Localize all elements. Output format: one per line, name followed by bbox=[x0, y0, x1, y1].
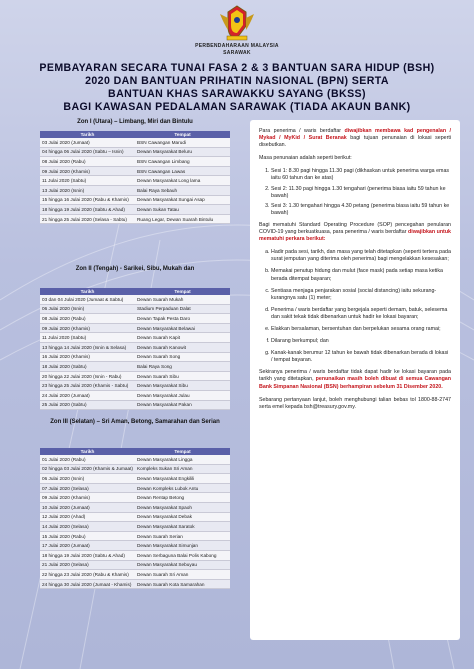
list-item: e. Elakkan bersalaman, bersentuhan dan berpelukan sesama orang ramai; bbox=[271, 326, 451, 333]
table-row bbox=[40, 214, 230, 224]
date-header: Tarikh bbox=[40, 131, 135, 138]
place-cell: Dewan Masyarakat Engkilili bbox=[135, 474, 230, 484]
table-row bbox=[40, 371, 230, 381]
place-cell: Dewan Tapak Pesta Daro bbox=[135, 314, 230, 324]
date-cell: 07 Julai 2020 (Selasa) bbox=[40, 483, 135, 493]
date-cell: 13 hingga 14 Julai 2020 (Isnin & Selasa) bbox=[40, 342, 135, 352]
table-row bbox=[40, 464, 230, 474]
date-cell: 18 Julai 2020 (Sabtu) bbox=[40, 362, 135, 372]
zone-3-title: Zon III (Selatan) – Sri Aman, Betong, Samarahan dan Serian bbox=[50, 419, 220, 425]
date-cell: 04 hingga 06 Julai 2020 (Sabtu – Isnin) bbox=[40, 147, 135, 157]
list-item: c. Sentiasa menjaga penjarakan sosial (social distancing) iaitu sekurang-kurangnya satu (1) meter; bbox=[271, 288, 451, 302]
table-row bbox=[40, 455, 230, 464]
table-row bbox=[40, 323, 230, 333]
place-cell: Balai Raya Sebauh bbox=[135, 185, 230, 195]
date-cell: 21 Julai 2020 (Selasa) bbox=[40, 560, 135, 570]
date-cell: 03 dan 04 Julai 2020 (Jumaat & Sabtu) bbox=[40, 295, 135, 304]
coat-of-arms-icon bbox=[216, 4, 258, 42]
table-row bbox=[40, 570, 230, 580]
session-list bbox=[259, 168, 451, 217]
zone-2-title: Zon II (Tengah) - Sarikei, Sibu, Mukah dan bbox=[75, 266, 195, 272]
alternate-collection-paragraph: Sekiranya penerima / waris berdaftar tidak dapat hadir ke lokasi bayaran pada tarikh yang ditetapkan, penunaikan masih boleh dibuat di semua Cawangan Bank Simpanan Nasional (BSN) berhampiran sebelum 31 Disember 2020. bbox=[259, 369, 451, 390]
date-cell: 02 hingga 03 Julai 2020 (Khamis & Jumaat) bbox=[40, 464, 135, 474]
date-cell: 03 Julai 2020 (Jumaat) bbox=[40, 138, 135, 147]
date-cell: 06 Julai 2020 (Isnin) bbox=[40, 474, 135, 484]
place-cell: Dewan Masyarakat Debak bbox=[135, 512, 230, 522]
list-item: 1. Sesi 1: 8.30 pagi hingga 11.30 pagi (dikhaskan untuk penerima warga emas iaitu 60 tahun dan ke atas) bbox=[271, 168, 451, 182]
date-cell: 09 Julai 2020 (Khamis) bbox=[40, 323, 135, 333]
page-title-line-2: 2020 DAN BANTUAN PRIHATIN NASIONAL (BPN) SERTA bbox=[85, 75, 389, 87]
place-cell: Dewan Suarah Kapit bbox=[135, 333, 230, 343]
list-item: 3. Sesi 3: 1.30 tengahari hingga 4.30 petang (penerima biasa iaitu 59 tahun ke bawah) bbox=[271, 203, 451, 217]
place-cell: Dewan Rentap Betong bbox=[135, 493, 230, 503]
place-cell: Dewan Masyarakat Sebuyau bbox=[135, 560, 230, 570]
date-cell: 06 Julai 2020 (Isnin) bbox=[40, 304, 135, 314]
table-row bbox=[40, 333, 230, 343]
place-header: Tempat bbox=[135, 448, 230, 455]
date-cell: 08 Julai 2020 (Rabu) bbox=[40, 157, 135, 167]
table-row bbox=[40, 314, 230, 324]
place-cell: Kompleks Sukan Sri Aman bbox=[135, 464, 230, 474]
id-requirement-highlight: diwajibkan membawa kad pengenalan / Mykad / MyKid / Surat Beranak bbox=[259, 128, 451, 142]
date-header: Tarikh bbox=[40, 448, 135, 455]
zone-3-table bbox=[40, 448, 230, 589]
place-cell: Dewan Sukan Tatau bbox=[135, 205, 230, 215]
table-row bbox=[40, 138, 230, 147]
table-row bbox=[40, 531, 230, 541]
place-cell: Dewan Masyarakat Lingga bbox=[135, 455, 230, 464]
date-cell: 08 Julai 2020 (Rabu) bbox=[40, 314, 135, 324]
table-row bbox=[40, 512, 230, 522]
table-row bbox=[40, 352, 230, 362]
place-header: Tempat bbox=[135, 288, 230, 295]
date-cell: 24 Julai 2020 (Jumaat) bbox=[40, 390, 135, 400]
place-cell: Dewan Suarah Sri Aman bbox=[135, 570, 230, 580]
place-cell: Ruang Legar, Dewan Suarah Bintulu bbox=[135, 214, 230, 224]
date-cell: 11 Julai 2020 (Sabtu) bbox=[40, 176, 135, 186]
zone-1-table bbox=[40, 131, 230, 224]
place-cell: Dewan Masyarakat Pakan bbox=[135, 400, 230, 410]
place-cell: BSN Cawangan Lawas bbox=[135, 166, 230, 176]
date-cell: 14 Julai 2020 (Selasa) bbox=[40, 522, 135, 532]
place-cell: Dewan Suarah Kota Samarahan bbox=[135, 579, 230, 589]
place-cell: Dewan Masyarakat Belawai bbox=[135, 323, 230, 333]
id-requirement-paragraph: Para penerima / waris berdaftar diwajibkan membawa kad pengenalan / Mykad / MyKid / Surat Beranak bagi tujuan penunaian di lokasi seperti disebutkan. bbox=[259, 128, 452, 149]
place-cell: Dewan Suarah Sibu bbox=[135, 371, 230, 381]
place-cell: Dewan Masyarakat Simunjan bbox=[135, 541, 230, 551]
zone-2-table bbox=[40, 288, 230, 410]
sop-highlight: diwajibkan untuk mematuhi perkara berikut: bbox=[259, 229, 452, 243]
date-cell: 01 Julai 2020 (Rabu) bbox=[40, 455, 135, 464]
date-cell: 23 hingga 25 Julai 2020 (Khamis - Sabtu) bbox=[40, 381, 135, 391]
table-row bbox=[40, 157, 230, 167]
session-intro: Masa penunaian adalah seperti berikut: bbox=[259, 155, 352, 162]
place-cell: Dewan Suarah Kanowit bbox=[135, 342, 230, 352]
place-cell: Dewan Masyarakat Julau bbox=[135, 390, 230, 400]
table-row bbox=[40, 176, 230, 186]
place-cell: Dewan Masyarakat Spaoh bbox=[135, 502, 230, 512]
table-row bbox=[40, 483, 230, 493]
table-row bbox=[40, 493, 230, 503]
date-cell: 16 Julai 2020 (Khamis) bbox=[40, 352, 135, 362]
place-header: Tempat bbox=[135, 131, 230, 138]
table-row bbox=[40, 166, 230, 176]
place-cell: Dewan Serbaguna Balai Polis Kabong bbox=[135, 550, 230, 560]
table-row bbox=[40, 390, 230, 400]
page-title-line-4: BAGI KAWASAN PEDALAMAN SARAWAK (TIADA AKAUN BANK) bbox=[63, 101, 411, 113]
date-cell: 22 hingga 23 Julai 2020 (Rabu & Khamis) bbox=[40, 570, 135, 580]
list-item: 2. Sesi 2: 11.30 pagi hingga 1.30 tengahari (penerima biasa iaitu 59 tahun ke bawah) bbox=[271, 186, 451, 200]
page-title-line-3: BANTUAN KHAS SARAWAKKU SAYANG (BKSS) bbox=[108, 88, 366, 100]
place-cell: Dewan Masyarakat Sungai Asap bbox=[135, 195, 230, 205]
table-row bbox=[40, 474, 230, 484]
date-cell: 15 Julai 2020 (Rabu) bbox=[40, 531, 135, 541]
table-row bbox=[40, 295, 230, 304]
table-row bbox=[40, 195, 230, 205]
list-item: b. Memakai penutup hidung dan mulut (face mask) pada setiap masa ketika berada ditempat bayaran; bbox=[271, 268, 451, 282]
place-cell: Dewan Masyarakat Long lama bbox=[135, 176, 230, 186]
org-state: SARAWAK bbox=[223, 50, 251, 56]
date-cell: 13 Julai 2020 (Isnin) bbox=[40, 185, 135, 195]
table-row bbox=[40, 362, 230, 372]
table-row bbox=[40, 522, 230, 532]
place-cell: Dewan Masyarakat Saratok bbox=[135, 522, 230, 532]
date-cell: 24 hingga 30 Julai 2020 (Jumaat - Khamis) bbox=[40, 579, 135, 589]
date-cell: 21 hingga 25 Julai 2020 (Selasa - Sabtu) bbox=[40, 214, 135, 224]
list-item: g. Kanak-kanak berumur 12 tahun ke bawah tidak dibenarkan berada di lokasi / tempat bayaran. bbox=[271, 350, 451, 364]
table-row bbox=[40, 400, 230, 410]
list-item: d. Penerima / waris berdaftar yang bergejala seperti demam, batuk, selesema dan sakit tekak tidak dibenarkan untuk hadir ke lokasi bayaran; bbox=[271, 307, 451, 321]
table-row bbox=[40, 185, 230, 195]
table-row bbox=[40, 541, 230, 551]
place-cell: Stadium Perpaduan Dalat bbox=[135, 304, 230, 314]
table-row bbox=[40, 304, 230, 314]
date-cell: 18 hingga 19 Julai 2020 (Sabtu & Ahad) bbox=[40, 205, 135, 215]
sop-rules-list bbox=[259, 249, 451, 364]
page-title-line-1: PEMBAYARAN SECARA TUNAI FASA 2 & 3 BANTUAN SARA HIDUP (BSH) bbox=[39, 62, 435, 74]
date-header: Tarikh bbox=[40, 288, 135, 295]
place-cell: Dewan Masyarakat Beluru bbox=[135, 147, 230, 157]
table-row bbox=[40, 205, 230, 215]
contact-paragraph: Sebarang pertanyaan lanjut, boleh menghubungi talian bebas tol 1800-88-2747 serta emel kepada bsh@treasury.gov.my. bbox=[259, 396, 451, 410]
place-cell: Dewan Suarah Serian bbox=[135, 531, 230, 541]
date-cell: 11 Julai 2020 (Sabtu) bbox=[40, 333, 135, 343]
date-cell: 25 Julai 2020 (Sabtu) bbox=[40, 400, 135, 410]
table-row bbox=[40, 560, 230, 570]
date-cell: 17 Julai 2020 (Jumaat) bbox=[40, 541, 135, 551]
table-row bbox=[40, 147, 230, 157]
org-name: PERBENDAHARAAN MALAYSIA bbox=[195, 43, 279, 49]
alternate-collection-highlight: penunaikan masih boleh dibuat di semua Cawangan Bank Simpanan Nasional (BSN) berhampiran sebelum 31 Disember 2020. bbox=[259, 376, 451, 390]
place-cell: Dewan Suarah Mukah bbox=[135, 295, 230, 304]
date-cell: 12 Julai 2020 (Ahad) bbox=[40, 512, 135, 522]
place-cell: Dewan Suarah Song bbox=[135, 352, 230, 362]
place-cell: Balai Raya Song bbox=[135, 362, 230, 372]
date-cell: 09 Julai 2020 (Khamis) bbox=[40, 166, 135, 176]
table-row bbox=[40, 342, 230, 352]
list-item: a. Hadir pada sesi, tarikh, dan masa yang telah ditetapkan (seperti tertera pada surat jemputan yang diterima oleh penerima) bagi mengelakkan kesesakan; bbox=[271, 249, 451, 263]
place-cell: BSN Cawangan Limbang bbox=[135, 157, 230, 167]
info-panel bbox=[250, 120, 460, 640]
sop-paragraph: Bagi mematuhi Standard Operating Procedure (SOP) pencegahan penularan COVID-19 yang berkuatkuasa, para penerima / waris berdaftar diwajibkan untuk mematuhi perkara berikut: bbox=[259, 221, 452, 243]
date-cell: 20 hingga 22 Julai 2020 (Isnin - Rabu) bbox=[40, 371, 135, 381]
table-row bbox=[40, 502, 230, 512]
table-row bbox=[40, 579, 230, 589]
list-item: f. Dilarang berkumpul; dan bbox=[271, 338, 451, 345]
place-cell: BSN Cawangan Marudi bbox=[135, 138, 230, 147]
date-cell: 09 Julai 2020 (Khamis) bbox=[40, 493, 135, 503]
table-row bbox=[40, 381, 230, 391]
place-cell: Dewan Kompleks Lubok Antu bbox=[135, 483, 230, 493]
date-cell: 18 hingga 19 Julai 2020 (Sabtu & Ahad) bbox=[40, 550, 135, 560]
date-cell: 10 Julai 2020 (Jumaat) bbox=[40, 502, 135, 512]
table-row bbox=[40, 550, 230, 560]
zone-1-title: Zon I (Utara) – Limbang, Miri dan Bintulu bbox=[77, 119, 193, 125]
place-cell: Dewan Masyarakat Sibu bbox=[135, 381, 230, 391]
date-cell: 15 hingga 16 Julai 2020 (Rabu & Khamis) bbox=[40, 195, 135, 205]
